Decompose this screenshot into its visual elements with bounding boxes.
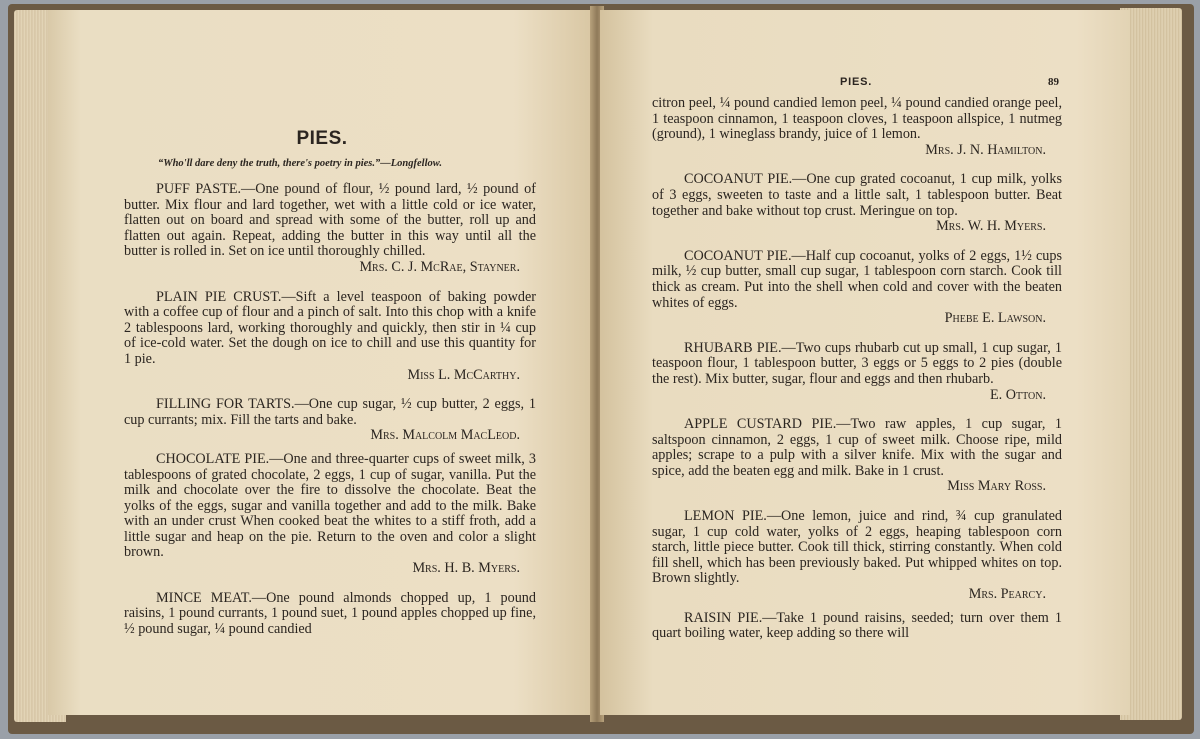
recipe-text: FILLING FOR TARTS.—One cup sugar, ½ cup butter, 2 eggs, 1 cup currants; mix. Fill the tarts and bake. [124,396,536,428]
running-head: PIES. [840,76,873,88]
epigraph: “Who'll dare deny the truth, there's poetry in pies.”—Longfellow. [158,158,442,169]
recipe-signature: Mrs. Malcolm MacLeod. [370,427,520,444]
recipe-text: APPLE CUSTARD PIE.—Two raw apples, 1 cup sugar, 1 saltspoon cinnamon, 2 eggs, 1 cup of sweet milk. Choose ripe, mild apples; scrape to a pulp with a silver knife. Mix with the sugar and spice, add the beaten egg and milk. Bake in 1 crust. [652,416,1062,479]
recipe-text: PUFF PASTE.—One pound of flour, ½ pound lard, ½ pound of butter. Mix flour and lard together, wet with a little cold or ice water, flatten out on board and spread with some of the butter, roll up and flatten out again. Repeat, adding the butter in this way until all the butter is rolled in. Set on ice until thoroughly chilled. [124,181,536,260]
recipe-text: COCOANUT PIE.—One cup grated cocoanut, 1 cup milk, yolks of 3 eggs, sweeten to taste and a little salt, 1 tablespoon butter. Beat together and bake without top crust. Meringue on top. [652,171,1062,219]
recipe-signature: Mrs. Pearcy. [968,586,1046,603]
recipe-text: RAISIN PIE.—Take 1 pound raisins, seeded; turn over them 1 quart boiling water, keep adding so there will [652,609,1062,642]
page-title: PIES. [296,128,348,149]
recipe-text: citron peel, ¼ pound candied lemon peel, ¼ pound candied orange peel, 1 teaspoon cinnamon, 1 teaspoon cloves, 1 teaspoon allspice, 1 nutmeg (ground), 1 wineglass brandy, juice of 1 lemon. [652,95,1062,143]
left-page [48,10,596,715]
recipe-text: COCOANUT PIE.—Half cup cocoanut, yolks of 2 eggs, 1½ cups milk, ½ cup butter, small cup sugar, 1 tablespoon corn starch. Cook till thick as cream. Put into the shell when cold and cover with the beaten whites of eggs. [652,247,1062,311]
page-number: 89 [1048,76,1059,88]
recipe-text: CHOCOLATE PIE.—One and three-quarter cups of sweet milk, 3 tablespoons of grated chocolate, 2 eggs, 1 cup of sugar, vanilla. Put the milk and chocolate over the fire to dissolve the chocolate. Beat the yolks of the eggs, sugar and vanilla together and add to the milk. Bake with an under crust When cooked beat the whites to a stiff froth, add a little sugar and heap on the pie. Return to the oven and color a slight brown. [124,450,536,561]
left-column [124,182,536,637]
recipe-signature: Mrs. H. B. Myers. [412,560,520,577]
recipe-text: RHUBARB PIE.—Two cups rhubarb cut up small, 1 cup sugar, 1 teaspoon flour, 1 tablespoon butter, 3 eggs or 5 eggs to 2 pies (double the rest). Mix butter, sugar, flour and eggs and then rhubarb. [652,339,1062,387]
right-column [652,96,1062,642]
recipe-signature: Mrs. C. J. McRae, Stayner. [359,258,520,275]
right-page [600,10,1130,715]
recipe-signature: Phebe E. Lawson. [944,310,1046,327]
recipe-signature: Mrs. W. H. Myers. [936,218,1046,235]
recipe-signature: Miss Mary Ross. [947,478,1046,495]
recipe-signature: E. Otton. [989,386,1046,403]
recipe-text: PLAIN PIE CRUST.—Sift a level teaspoon of baking powder with a coffee cup of flour and a pinch of salt. Into this chop with a knife 2 tablespoons lard, working thoroughly and quickly, then stir in ¼ cup of ice-cold water. Set the dough on ice to chill and use this quantity for 1 pie. [124,288,536,367]
recipe-text: LEMON PIE.—One lemon, juice and rind, ¾ cup granulated sugar, 1 cup cold water, yolks of 2 eggs, heaping tablespoon corn starch, little piece butter. Cook till thick, stirring constantly. When cold fill shell, which has been previously baked. Put whipped whites on top. Brown slightly. [652,508,1062,587]
recipe-signature: Mrs. J. N. Hamilton. [925,141,1046,158]
recipe-text: MINCE MEAT.—One pound almonds chopped up, 1 pound raisins, 1 pound currants, 1 pound suet, 1 pound apples chopped up fine, ½ pound sugar, ¼ pound candied [124,589,536,637]
recipe-signature: Miss L. McCarthy. [407,366,520,383]
